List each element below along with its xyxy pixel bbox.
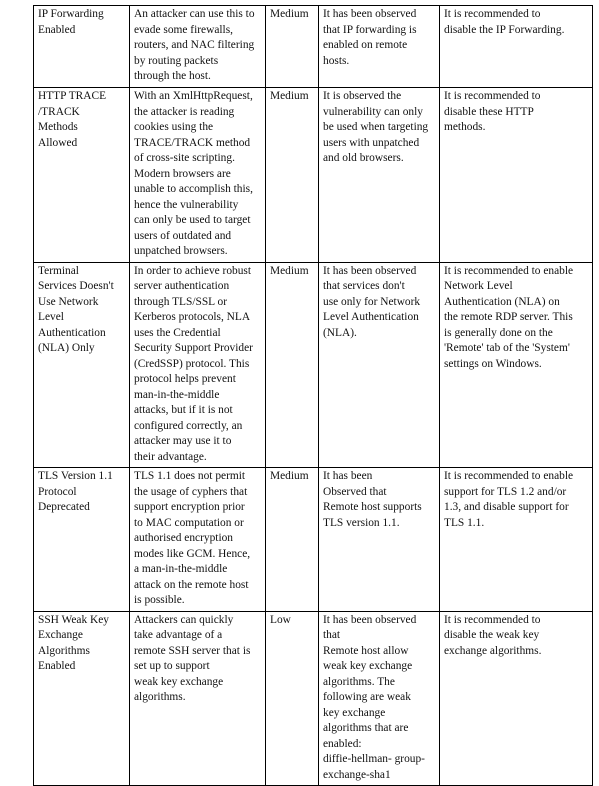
vulnerability-name-cell (34, 262, 130, 468)
observation-cell (319, 6, 440, 88)
table-row (34, 262, 593, 468)
description-cell (130, 611, 266, 786)
vulnerability-name: TLS Version 1.1 Protocol Deprecated (38, 470, 113, 513)
description-cell (130, 262, 266, 468)
observation-text: It has been Observed that Remote host supports TLS version 1.1. (323, 470, 422, 529)
severity-cell (266, 262, 319, 468)
observation-cell (319, 88, 440, 263)
vulnerability-description: TLS 1.1 does not permit the usage of cyphers that support encryption prior to MAC computation or authorised encryption modes like GCM. Hence, a man-in-the-middle attack on the remote host is possible. (134, 470, 251, 606)
observation-cell (319, 262, 440, 468)
vulnerability-name-cell (34, 468, 130, 612)
vulnerability-name-cell (34, 88, 130, 263)
vulnerability-description: An attacker can use this to evade some firewalls, routers, and NAC filtering by routing packets through the host. (134, 8, 255, 82)
recommendation-text: It is recommended to enable support for TLS 1.2 and/or 1.3, and disable support for TLS 1.1. (444, 470, 574, 529)
recommendation-text: It is recommended to disable these HTTP methods. (444, 90, 541, 133)
vulnerability-description: Attackers can quickly take advantage of a remote SSH server that is set up to support weak key exchange algorithms. (134, 613, 251, 703)
severity-label: Medium (270, 8, 309, 20)
table-row (34, 468, 593, 612)
description-cell (130, 468, 266, 612)
severity-label: Medium (270, 90, 309, 102)
vulnerability-name-cell (34, 6, 130, 88)
severity-cell (266, 611, 319, 786)
severity-cell (266, 88, 319, 263)
recommendation-cell (440, 88, 593, 263)
table-row (34, 611, 593, 786)
vulnerability-description: With an XmlHttpRequest, the attacker is reading cookies using the TRACE/TRACK method of cross-site scripting. Modern browsers are unable to accomplish this, hence the vulnerability can only be used to target users of outdated and unpatched browsers. (134, 90, 253, 257)
vulnerability-table (33, 5, 593, 786)
severity-cell (266, 6, 319, 88)
observation-text: It has been observed that IP forwarding is enabled on remote hosts. (323, 8, 417, 67)
observation-cell (319, 611, 440, 786)
recommendation-cell (440, 6, 593, 88)
severity-label: Medium (270, 264, 309, 277)
severity-label: Low (270, 613, 291, 626)
recommendation-text: It is recommended to enable Network Level Authentication (NLA) on the remote RDP server. This is generally done on the 'Remote' tab of the 'System' settings on Windows. (444, 264, 574, 370)
table-row (34, 6, 593, 88)
severity-label: Medium (270, 470, 309, 482)
vulnerability-description: In order to achieve robust server authentication through TLS/SSL or Kerberos protocols, NLA uses the Credential Security Support Provider (CredSSP) protocol. This protocol helps prevent man-in-the-middle attacks, but if it is not configured correctly, an attacker may use it to their advantage. (134, 264, 253, 463)
observation-text: It is observed the vulnerability can only be used when targeting users with unpatched and old browsers. (323, 90, 429, 164)
vulnerability-name: Terminal Services Doesn't Use Network Level Authentication (NLA) Only (38, 264, 114, 354)
table-row (34, 88, 593, 263)
vulnerability-name-cell (34, 611, 130, 786)
recommendation-text: It is recommended to disable the weak key exchange algorithms. (444, 613, 542, 657)
description-cell (130, 88, 266, 263)
recommendation-cell (440, 262, 593, 468)
severity-cell (266, 468, 319, 612)
vulnerability-name: HTTP TRACE /TRACK Methods Allowed (38, 90, 107, 149)
recommendation-text: It is recommended to disable the IP Forwarding. (444, 8, 565, 36)
description-cell (130, 6, 266, 88)
observation-text: It has been observed that Remote host allow weak key exchange algorithms. The following are weak key exchange algorithms that are enabled: diffie-hellman- group- exchange-sha1 (323, 613, 425, 781)
vulnerability-name: SSH Weak Key Exchange Algorithms Enabled (38, 613, 110, 672)
observation-cell (319, 468, 440, 612)
recommendation-cell (440, 611, 593, 786)
recommendation-cell (440, 468, 593, 612)
observation-text: It has been observed that services don't use only for Network Level Authentication (NLA). (323, 264, 421, 339)
vulnerability-name: IP Forwarding Enabled (38, 8, 104, 36)
